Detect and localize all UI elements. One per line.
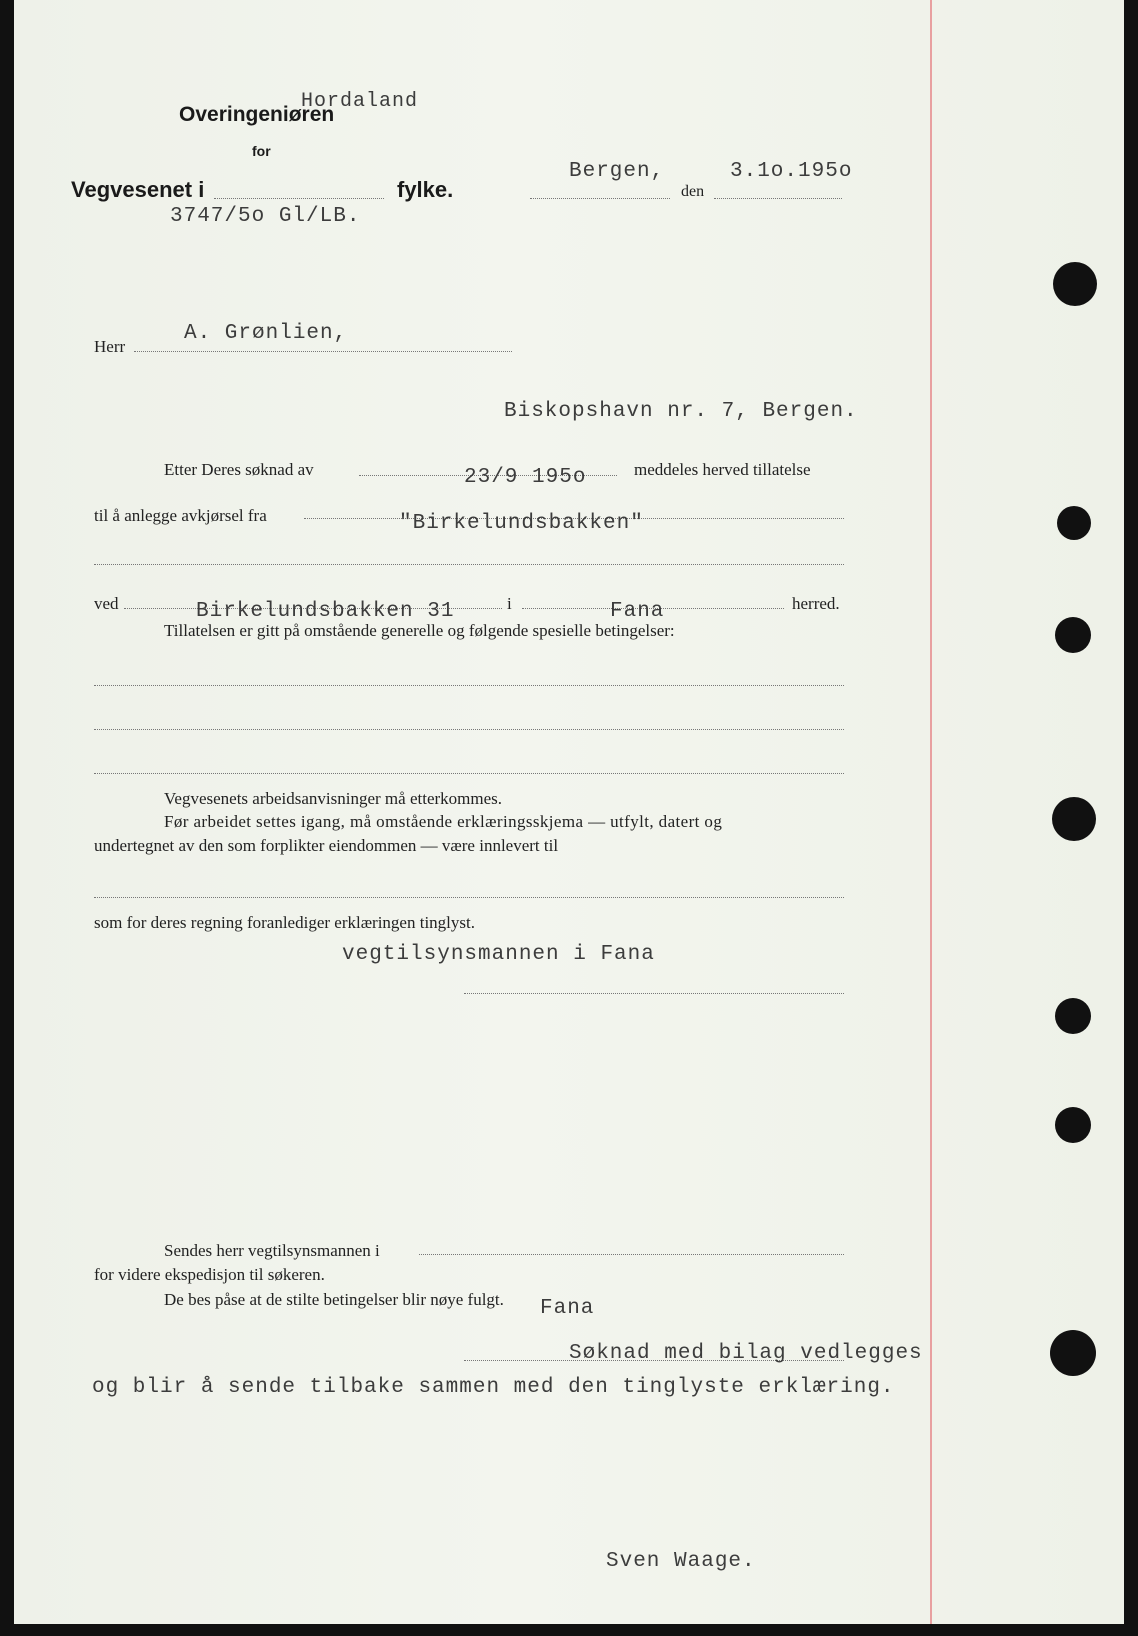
blank-line-1 xyxy=(94,564,844,565)
i-label: i xyxy=(507,594,512,613)
attachments-line-2: og blir å sende tilbake sammen med den tinglyste erklæring. xyxy=(92,1376,895,1399)
for-label: for xyxy=(252,143,271,159)
punch-hole xyxy=(1052,797,1096,841)
punch-hole xyxy=(1050,1330,1096,1376)
before-line-1: Før arbeidet settes igang, må omstående erklæringsskjema — utfylt, datert og xyxy=(164,812,723,831)
conditions-label: Tillatelsen er gitt på omstående generelle og følgende spesielle betingelser: xyxy=(164,621,675,640)
herred-label: herred. xyxy=(792,594,840,613)
margin-line xyxy=(930,0,932,1624)
office-label: Vegvesenet i xyxy=(71,177,205,202)
signature-typed: Sven Waage. xyxy=(606,1550,756,1573)
reference-typed: 3747/5o Gl/LB. xyxy=(170,205,361,228)
ved-label: ved xyxy=(94,594,119,613)
date-typed: 3.1o.195o xyxy=(730,160,853,183)
condition-line-2 xyxy=(94,729,844,730)
further-label: for videre ekspedisjon til søkeren. xyxy=(94,1265,325,1284)
county-label: fylke. xyxy=(397,177,454,202)
from-typed: "Birkelundsbakken" xyxy=(399,512,644,535)
inspector-typed: vegtilsynsmannen i Fana xyxy=(342,943,655,966)
meddeles-label: meddeles herved tillatelse xyxy=(634,460,811,479)
name-line xyxy=(134,351,512,352)
signature-line-top xyxy=(464,993,844,994)
send-line xyxy=(419,1254,844,1255)
delivery-line xyxy=(94,897,844,898)
anlegge-label: til å anlegge avkjørsel fra xyxy=(94,506,267,525)
attachments-line-1: Søknad med bilag vedlegges xyxy=(569,1342,923,1365)
herr-label: Herr xyxy=(94,337,126,356)
condition-line-1 xyxy=(94,685,844,686)
punch-hole xyxy=(1053,262,1097,306)
place-typed: Bergen, xyxy=(569,160,665,183)
registration-label: som for deres regning foranlediger erklæringen tinglyst. xyxy=(94,913,475,932)
application-date: 23/9 195o xyxy=(464,466,587,489)
before-line-2: undertegnet av den som forplikter eiendommen — være innlevert til xyxy=(94,836,559,855)
ensure-label: De bes påse at de stilte betingelser blir nøye fulgt. xyxy=(164,1290,504,1309)
ved-typed: Birkelundsbakken 31 xyxy=(196,600,455,623)
instructions-label: Vegvesenets arbeidsanvisninger må etterkommes. xyxy=(164,789,503,808)
punch-hole xyxy=(1055,998,1091,1034)
date-line xyxy=(714,198,842,199)
punch-hole xyxy=(1055,617,1091,653)
header-title: Overingeniøren xyxy=(179,103,335,126)
send-label: Sendes herr vegtilsynsmannen i xyxy=(164,1241,380,1260)
etter-label: Etter Deres søknad av xyxy=(164,460,314,479)
punch-hole xyxy=(1057,506,1091,540)
place-line xyxy=(530,198,670,199)
fana-typed: Fana xyxy=(540,1297,595,1320)
county-line xyxy=(214,198,384,199)
municipality-typed: Fana xyxy=(610,600,665,623)
condition-line-3 xyxy=(94,773,844,774)
den-label: den xyxy=(681,183,705,200)
county-typed: Hordaland xyxy=(301,90,419,113)
recipient-name: A. Grønlien, xyxy=(184,322,348,345)
document-page xyxy=(14,0,1124,1624)
recipient-address: Biskopshavn nr. 7, Bergen. xyxy=(504,400,858,423)
punch-hole xyxy=(1055,1107,1091,1143)
